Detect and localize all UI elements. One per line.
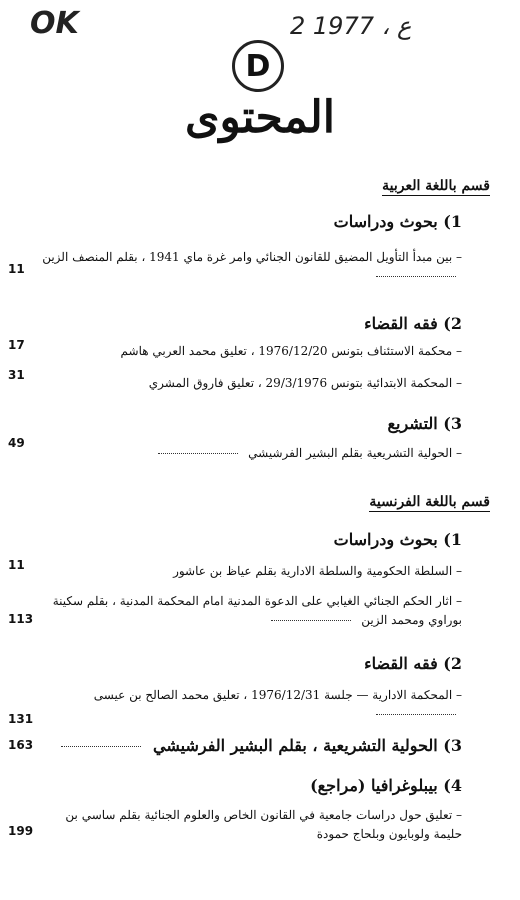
toc-entry-text: – الحولية التشريعية بقلم البشير الفرشيشي: [42, 444, 462, 463]
toc-group-label: 1) بحوث ودراسات: [333, 530, 462, 549]
toc-group-label: 2) فقه القضاء: [364, 314, 462, 333]
toc-entry-page: 11: [8, 558, 25, 572]
toc-entry-page: 199: [8, 824, 34, 838]
toc-entry-page: 131: [8, 712, 34, 726]
toc-entry-text: – اثار الحكم الجنائي الغيابي على الدعوة المدنية امام المحكمة المدنية ، بقلم سكينة بوراوي ومحمد الزين: [52, 594, 462, 628]
toc-entry-page: 163: [8, 738, 34, 752]
toc-group-label: 2) فقه القضاء: [364, 654, 462, 673]
toc-entry-text: – المحكمة الابتدائية بتونس 29/3/1976 ، تعليق فاروق المشري: [148, 376, 462, 390]
toc-group-label: 3) الحولية التشريعية ، بقلم البشير الفرشيشي: [61, 736, 462, 755]
handwritten-numbers: 2 ع ، 1977: [290, 12, 412, 40]
toc-entry-text: – بين مبدأ التأويل المضيق للقانون الجنائي وامر غرة ماي 1941 ، بقلم المنصف الزين: [42, 248, 462, 286]
toc-entry-text: – المحكمة الادارية — جلسة 1976/12/31 ، تعليق محمد الصالح بن عيسى: [42, 686, 462, 724]
toc-entry-text: – تعليق حول دراسات جامعية في القانون الخاص والعلوم الجنائية بقلم ساسي بن حليمة ولوبايون وبلحاج حمودة: [65, 808, 462, 842]
toc-entry-text: – محكمة الاستئناف بتونس 1976/12/20 ، تعليق محمد العربي هاشم: [120, 344, 462, 358]
toc-group-label: 1) بحوث ودراسات: [333, 212, 462, 231]
toc-group-label: 3) التشريع: [387, 414, 462, 433]
handwritten-ok: OK: [30, 6, 79, 41]
circled-letter-badge: D: [232, 40, 284, 92]
toc-entry-page: 31: [8, 368, 25, 382]
page-title: المحتوى: [185, 92, 335, 143]
toc-entry-page: 113: [8, 612, 34, 626]
toc-group-label: 4) بيبلوغرافيا (مراجع): [310, 776, 462, 795]
arabic-section-heading: قسم باللغة العربية: [382, 178, 490, 194]
french-section-heading: قسم باللغة الفرنسية: [369, 494, 490, 510]
toc-entry-page: 49: [8, 436, 25, 450]
toc-entry-page: 17: [8, 338, 25, 352]
toc-entry-page: 11: [8, 262, 25, 276]
toc-entry-text: – السلطة الحكومية والسلطة الادارية بقلم عياظ بن عاشور: [173, 564, 462, 578]
